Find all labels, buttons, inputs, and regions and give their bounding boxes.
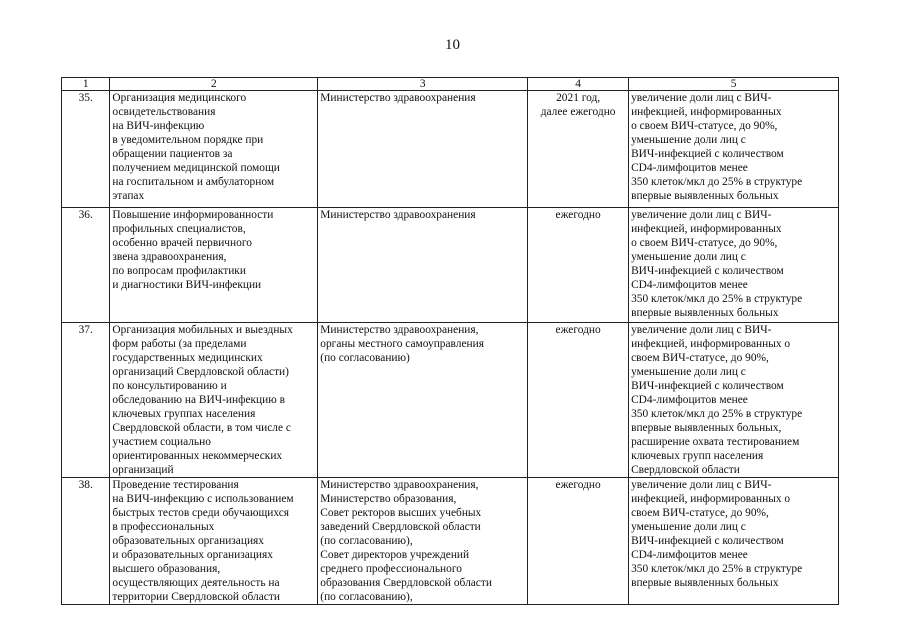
column-header-4: 4	[528, 78, 629, 91]
cell-line: увеличение доли лиц с ВИЧ-	[631, 209, 772, 221]
event-cell	[110, 323, 318, 478]
cell-line: Совет ректоров высших учебных	[320, 507, 482, 519]
cell-line: участием социально	[112, 436, 211, 448]
cell-line: территории Свердловской области	[112, 591, 280, 603]
cell-line: 2021 год,	[556, 92, 601, 104]
cell-line: своем ВИЧ-статусе, до 90%,	[631, 352, 769, 364]
cell-line: освидетельствования	[112, 106, 216, 118]
cell-line: (по согласованию),	[320, 591, 413, 603]
cell-line: ориентированных некоммерческих	[112, 450, 283, 462]
row-number: 35.	[62, 91, 110, 208]
table-row	[62, 478, 839, 605]
page-number: 10	[445, 37, 460, 53]
result-cell	[629, 323, 839, 478]
column-header-2: 2	[110, 78, 318, 91]
cell-line: получением медицинской помощи	[112, 162, 280, 174]
result-cell	[629, 478, 839, 605]
cell-line: уменьшение доли лиц с	[631, 251, 746, 263]
cell-line: увеличение доли лиц с ВИЧ-	[631, 479, 772, 491]
table-row	[62, 91, 839, 208]
term-cell	[528, 478, 629, 605]
cell-line: Министерство здравоохранения	[320, 209, 476, 221]
cell-line: инфекцией, информированных	[631, 106, 782, 118]
cell-line: и диагностики ВИЧ-инфекции	[112, 279, 262, 291]
cell-line: увеличение доли лиц с ВИЧ-	[631, 324, 772, 336]
cell-line: Повышение информированности	[112, 209, 274, 221]
cell-line: CD4-лимфоцитов менее	[631, 549, 748, 561]
cell-line: ключевых групп населения	[631, 450, 764, 462]
cell-line: ВИЧ-инфекцией с количеством	[631, 380, 784, 392]
cell-line: о своем ВИЧ-статусе, до 90%,	[631, 120, 778, 132]
cell-line: в профессиональных	[112, 521, 215, 533]
column-header-1: 1	[62, 78, 110, 91]
row-number: 37.	[62, 323, 110, 478]
cell-line: расширение охвата тестированием	[631, 436, 800, 448]
cell-line: впервые выявленных больных	[631, 190, 779, 202]
cell-line: 350 клеток/мкл до 25% в структуре	[631, 408, 803, 420]
row-number: 38.	[62, 478, 110, 605]
cell-line: государственных медицинских	[112, 352, 263, 364]
cell-line: образовательных организациях	[112, 535, 264, 547]
cell-line: по вопросам профилактики	[112, 265, 246, 277]
cell-line: CD4-лимфоцитов менее	[631, 279, 748, 291]
table-row	[62, 208, 839, 323]
cell-line: ежегодно	[555, 209, 601, 221]
cell-line: своем ВИЧ-статусе, до 90%,	[631, 507, 769, 519]
event-cell	[110, 208, 318, 323]
cell-line: 350 клеток/мкл до 25% в структуре	[631, 293, 803, 305]
cell-line: увеличение доли лиц с ВИЧ-	[631, 92, 772, 104]
cell-line: Министерство образования,	[320, 493, 457, 505]
cell-line: впервые выявленных больных	[631, 577, 779, 589]
cell-line: уменьшение доли лиц с	[631, 521, 746, 533]
cell-line: Организация мобильных и выездных	[112, 324, 293, 336]
column-header-5: 5	[629, 78, 839, 91]
cell-line: ВИЧ-инфекцией с количеством	[631, 535, 784, 547]
term-cell	[528, 208, 629, 323]
cell-line: форм работы (за пределами	[112, 338, 247, 350]
cell-line: обследованию на ВИЧ-инфекцию в	[112, 394, 285, 406]
cell-line: профильных специалистов,	[112, 223, 246, 235]
cell-line: инфекцией, информированных о	[631, 338, 791, 350]
cell-line: инфекцией, информированных о	[631, 493, 791, 505]
cell-line: по консультированию и	[112, 380, 227, 392]
cell-line: Свердловской области, в том числе с	[112, 422, 291, 434]
row-number: 36.	[62, 208, 110, 323]
cell-line: уменьшение доли лиц с	[631, 134, 746, 146]
cell-line: организаций Свердловской области)	[112, 366, 289, 378]
cell-line: 350 клеток/мкл до 25% в структуре	[631, 176, 803, 188]
cell-line: ключевых группах населения	[112, 408, 256, 420]
cell-line: Министерство здравоохранения,	[320, 479, 479, 491]
cell-line: органы местного самоуправления	[320, 338, 484, 350]
executor-cell	[318, 91, 528, 208]
table-row	[62, 323, 839, 478]
cell-line: организаций	[112, 464, 174, 476]
cell-line: уменьшение доли лиц с	[631, 366, 746, 378]
cell-line: Организация медицинского	[112, 92, 247, 104]
column-header-3: 3	[318, 78, 528, 91]
executor-cell	[318, 208, 528, 323]
term-cell	[528, 323, 629, 478]
cell-line: CD4-лимфоцитов менее	[631, 162, 748, 174]
executor-cell	[318, 478, 528, 605]
executor-cell	[318, 323, 528, 478]
cell-line: (по согласованию),	[320, 535, 413, 547]
cell-line: ВИЧ-инфекцией с количеством	[631, 148, 784, 160]
cell-line: Министерство здравоохранения	[320, 92, 476, 104]
cell-line: в уведомительном порядке при	[112, 134, 264, 146]
event-cell	[110, 91, 318, 208]
cell-line: обращении пациентов за	[112, 148, 233, 160]
cell-line: ВИЧ-инфекцией с количеством	[631, 265, 784, 277]
cell-line: и образовательных организациях	[112, 549, 273, 561]
term-cell	[528, 91, 629, 208]
cell-line: Министерство здравоохранения,	[320, 324, 479, 336]
cell-line: звена здравоохранения,	[112, 251, 227, 263]
cell-line: на госпитальном и амбулаторном	[112, 176, 275, 188]
cell-line: о своем ВИЧ-статусе, до 90%,	[631, 237, 778, 249]
result-cell	[629, 208, 839, 323]
cell-line: ежегодно	[555, 324, 601, 336]
header-row	[62, 78, 839, 91]
cell-line: особенно врачей первичного	[112, 237, 252, 249]
cell-line: инфекцией, информированных	[631, 223, 782, 235]
cell-line: высшего образования,	[112, 563, 221, 575]
cell-line: этапах	[112, 190, 145, 202]
cell-line: CD4-лимфоцитов менее	[631, 394, 748, 406]
action-plan-table	[61, 77, 839, 605]
cell-line: быстрых тестов среди обучающихся	[112, 507, 290, 519]
cell-line: на ВИЧ-инфекцию с использованием	[112, 493, 294, 505]
event-cell	[110, 478, 318, 605]
cell-line: Проведение тестирования	[112, 479, 239, 491]
result-cell	[629, 91, 839, 208]
cell-line: Совет директоров учреждений	[320, 549, 470, 561]
cell-line: впервые выявленных больных	[631, 307, 779, 319]
cell-line: осуществляющих деятельность на	[112, 577, 280, 589]
cell-line: впервые выявленных больных,	[631, 422, 782, 434]
cell-line: среднего профессионального	[320, 563, 462, 575]
cell-line: заведений Свердловской области	[320, 521, 481, 533]
cell-line: (по согласованию)	[320, 352, 410, 364]
cell-line: на ВИЧ-инфекцию	[112, 120, 205, 132]
cell-line: 350 клеток/мкл до 25% в структуре	[631, 563, 803, 575]
cell-line: далее ежегодно	[540, 106, 616, 118]
cell-line: образования Свердловской области	[320, 577, 492, 589]
cell-line: Свердловской области	[631, 464, 740, 476]
cell-line: ежегодно	[555, 479, 601, 491]
